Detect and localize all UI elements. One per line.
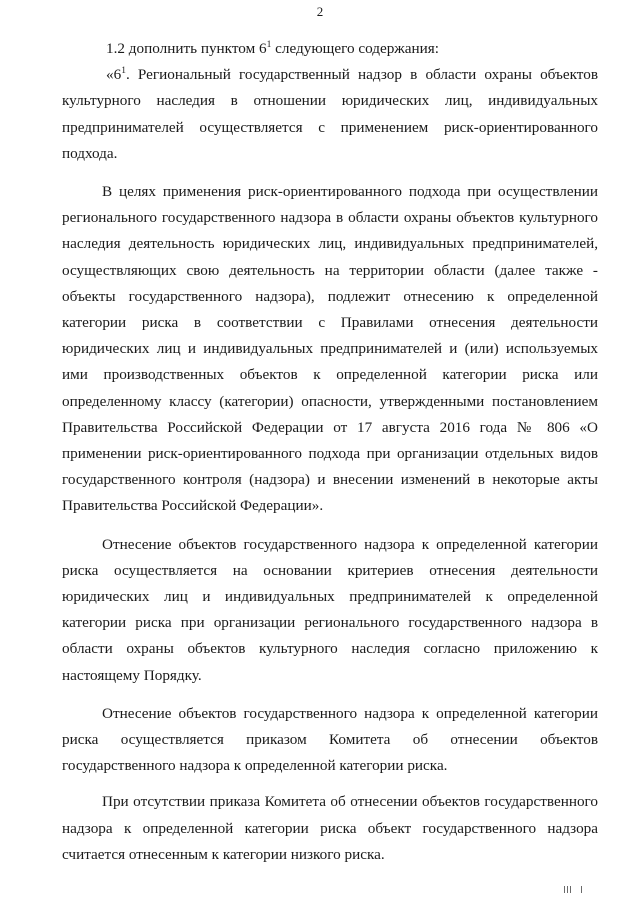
paragraph-point-6-1-after: . Региональный государственный надзор в области охраны объектов культурного наследия в отношении юридических лиц, индивидуальных предпринимателей осуществляется с применением риск-ориентированного подхода. xyxy=(62,66,598,162)
paragraph-point-6-1-before: «6 xyxy=(106,66,122,84)
paragraph-committee-order: Отнесение объектов государственного надзора к определенной категории риска осуществляется приказом Комитета об отнесении объектов государственного надзора к определенной категории риска. xyxy=(62,704,598,775)
document-body xyxy=(62,36,598,868)
paragraph-point-6-1 xyxy=(62,62,598,167)
paragraph-amendment-intro-after: следующего содержания: xyxy=(271,40,439,57)
paragraph-risk-approach: В целях применения риск-ориентированного подхода при осуществлении регионального государственного надзора в области охраны объектов культурного наследия деятельность юридических лиц, индивидуальных предпринимателей, осуществляющих свою деятельность на территории области (далее также - объекты государственного надзора), подлежит отнесению к определенной категории риска в соответствии с Правилами отнесения деятельности юридических лиц и индивидуальных предпринимателей и (или) используемых ими производственных объектов к определенной категории риска или определенному классу (категории) опасности, утвержденными постановлением Правительства Российской Федерации от 17 августа 2016 года № 806 «О применении риск-ориентированного подхода при организации отдельных видов государственного контроля (надзора) и внесении изменений в некоторые акты Правительства Российской Федерации». xyxy=(62,183,598,515)
superscript-marker: 1 xyxy=(121,66,126,77)
superscript-marker: 1 xyxy=(266,40,272,50)
paragraph-amendment-intro xyxy=(62,36,598,62)
paragraph-risk-criteria: Отнесение объектов государственного надзора к определенной категории риска осуществляется на основании критериев отнесения деятельности юридических лиц и индивидуальных предпринимателей к определенной категории риска при организации регионального государственного надзора в области охраны объектов культурного наследия согласно приложению к настоящему Порядку. xyxy=(62,535,598,684)
paragraph-low-risk-default: При отсутствии приказа Комитета об отнесении объектов государственного надзора к определенной категории риска объект государственного надзора считается отнесенным к категории низкого риска. xyxy=(62,793,598,863)
page-number: 2 xyxy=(316,4,324,19)
paragraph-amendment-intro-before: 1.2 дополнить пунктом 6 xyxy=(106,40,267,57)
scan-marks-decoration xyxy=(564,884,582,893)
